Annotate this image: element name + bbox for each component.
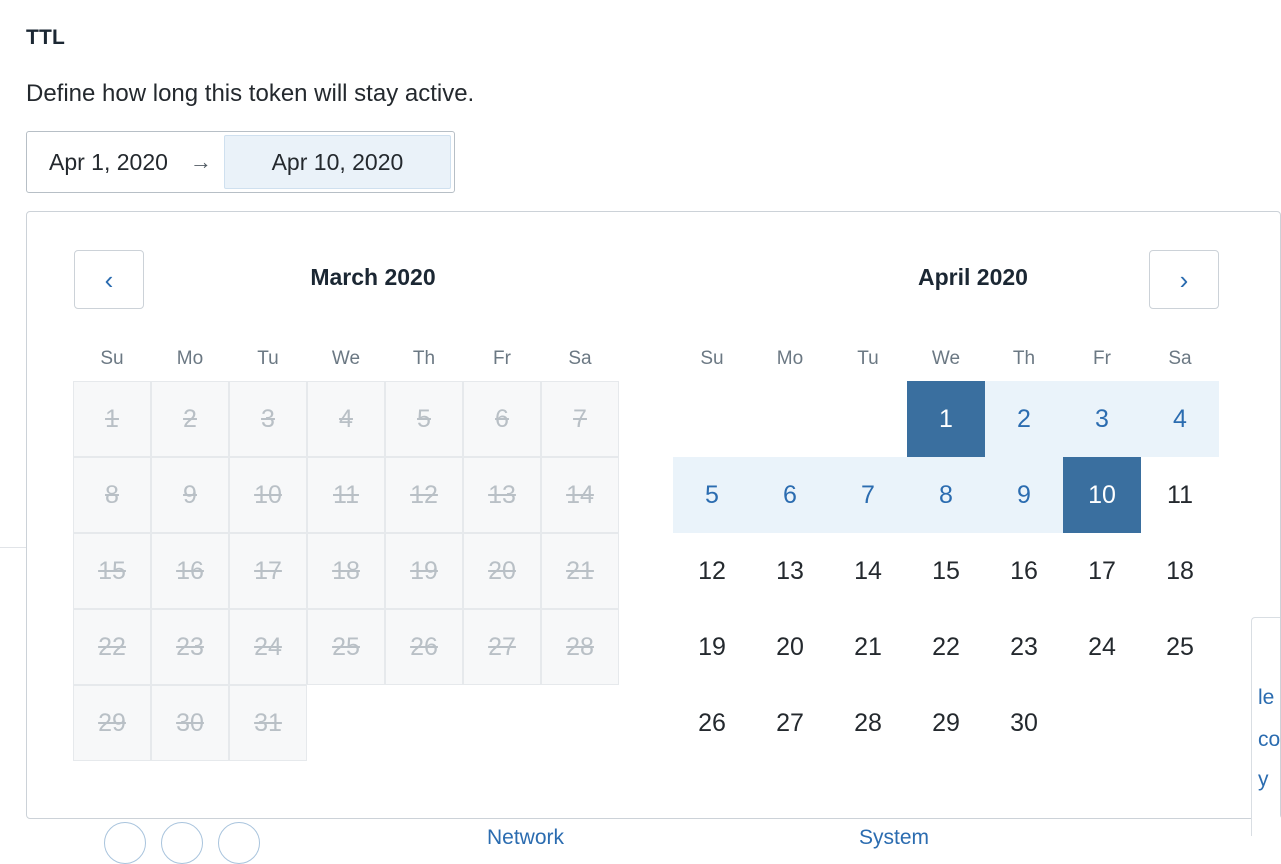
background-avatars [104,822,260,864]
calendar-day[interactable]: 7 [829,457,907,533]
calendar-week-row [73,457,620,533]
calendar-day[interactable]: 14 [854,556,882,585]
calendar-week-row [673,457,1220,533]
calendar-day[interactable]: 23 [1010,632,1038,661]
calendar-day: 8 [73,457,151,533]
weekday-label: Th [1012,348,1036,369]
calendar-day[interactable]: 3 [1063,381,1141,457]
calendar-day: 4 [307,381,385,457]
calendar-day: 29 [73,685,151,761]
calendar-day[interactable]: 5 [673,457,751,533]
background-link-2: co [1258,728,1281,751]
calendar-day[interactable]: 12 [698,556,726,585]
calendar-grid-right [673,381,1220,761]
background-card-edge [1251,617,1280,836]
calendar-day: 17 [229,533,307,609]
weekday-label: Mo [176,348,204,369]
background-label-network: Network [487,826,565,849]
calendar-day-empty [385,685,463,761]
calendar-day[interactable]: 9 [985,457,1063,533]
calendar-day[interactable]: 10 [1063,457,1141,533]
calendar-day[interactable]: 19 [698,632,726,661]
calendar-week-row [73,533,620,609]
calendar-day: 31 [229,685,307,761]
calendar-day[interactable]: 24 [1088,632,1116,661]
calendar-day[interactable]: 11 [1167,480,1193,509]
calendar-day-empty [751,381,829,457]
weekday-label: Su [100,348,124,369]
calendar-grid-left [73,381,620,761]
calendar-day[interactable]: 28 [854,708,882,737]
calendar-day[interactable]: 26 [698,708,726,737]
calendar-week-row [673,609,1220,685]
calendar-day[interactable]: 22 [932,632,960,661]
calendar-day: 28 [541,609,619,685]
weekday-header-right [673,337,1220,381]
page-title: TTL [26,26,66,49]
calendar-day-empty [1063,685,1141,761]
calendar-day: 10 [229,457,307,533]
calendar-day: 16 [151,533,229,609]
calendar-day: 24 [229,609,307,685]
background-link-1: le [1258,686,1275,709]
calendar-day[interactable]: 29 [932,708,960,737]
chevron-right-icon: › [1179,264,1189,295]
calendar-day: 3 [229,381,307,457]
calendar-day[interactable]: 16 [1010,556,1038,585]
calendar-day-empty [307,685,385,761]
calendar-day[interactable]: 25 [1166,632,1194,661]
calendar-right [673,337,1220,761]
calendar-day: 18 [307,533,385,609]
calendar-day: 13 [463,457,541,533]
weekday-label: Tu [257,348,279,369]
background-divider [0,547,26,548]
calendar-day[interactable]: 15 [932,556,960,585]
calendar-day[interactable]: 30 [1010,708,1038,737]
weekday-header-left [73,337,620,381]
calendar-day: 23 [151,609,229,685]
calendar-day[interactable]: 6 [751,457,829,533]
calendar-day: 21 [541,533,619,609]
avatar [218,822,260,864]
calendar-day: 9 [151,457,229,533]
calendar-day[interactable]: 2 [985,381,1063,457]
calendar-day: 26 [385,609,463,685]
weekday-label: Th [412,348,436,369]
calendar-week-row [673,381,1220,457]
calendar-day: 12 [385,457,463,533]
weekday-label: We [931,348,961,369]
calendar-week-row [673,685,1220,761]
calendar-day-empty [829,381,907,457]
calendar-day[interactable]: 21 [854,632,882,661]
calendar-day: 14 [541,457,619,533]
calendar-day: 2 [151,381,229,457]
range-start-value[interactable]: Apr 1, 2020 [49,148,168,175]
calendar-day-empty [1141,685,1219,761]
calendar-day: 22 [73,609,151,685]
weekday-label: We [331,348,361,369]
calendar-day: 7 [541,381,619,457]
weekday-label: Mo [776,348,804,369]
date-range-input[interactable] [26,131,455,193]
weekday-label: Fr [1093,348,1111,369]
calendar-day: 27 [463,609,541,685]
calendar-day: 1 [73,381,151,457]
background-label-system: System [859,826,930,849]
weekday-label: Sa [1168,348,1192,369]
calendar-week-row [73,381,620,457]
avatar [104,822,146,864]
calendar-day: 30 [151,685,229,761]
calendar-week-row [73,609,620,685]
calendar-week-row [73,685,620,761]
calendar-day[interactable]: 4 [1141,381,1219,457]
calendar-day[interactable]: 13 [776,556,804,585]
calendar-day-empty [673,381,751,457]
calendar-day: 6 [463,381,541,457]
date-range-picker-panel [26,211,1281,819]
left-month-title: March 2020 [310,264,436,290]
calendar-day: 11 [307,457,385,533]
section-description: Define how long this token will stay active. [26,80,475,107]
background-link-3: y [1258,768,1269,791]
calendar-day: 5 [385,381,463,457]
arrow-right-icon: → [189,149,212,174]
calendar-day[interactable]: 8 [907,457,985,533]
weekday-label: Tu [857,348,879,369]
calendar-left [73,337,620,761]
weekday-label: Fr [493,348,511,369]
calendar-day: 15 [73,533,151,609]
calendar-day[interactable]: 27 [776,708,804,737]
calendar-day[interactable]: 20 [776,632,804,661]
weekday-label: Su [700,348,724,369]
calendar-day-empty [463,685,541,761]
calendar-day-empty [541,685,619,761]
right-month-title: April 2020 [918,264,1028,290]
calendar-day[interactable]: 18 [1166,556,1194,585]
calendar-day: 19 [385,533,463,609]
range-end-value[interactable]: Apr 10, 2020 [224,135,451,189]
calendar-day[interactable]: 17 [1088,556,1116,585]
calendar-day[interactable]: 1 [907,381,985,457]
avatar [161,822,203,864]
chevron-left-icon: ‹ [104,264,114,295]
weekday-label: Sa [568,348,592,369]
calendar-day: 25 [307,609,385,685]
calendar-day: 20 [463,533,541,609]
calendar-week-row [673,533,1220,609]
